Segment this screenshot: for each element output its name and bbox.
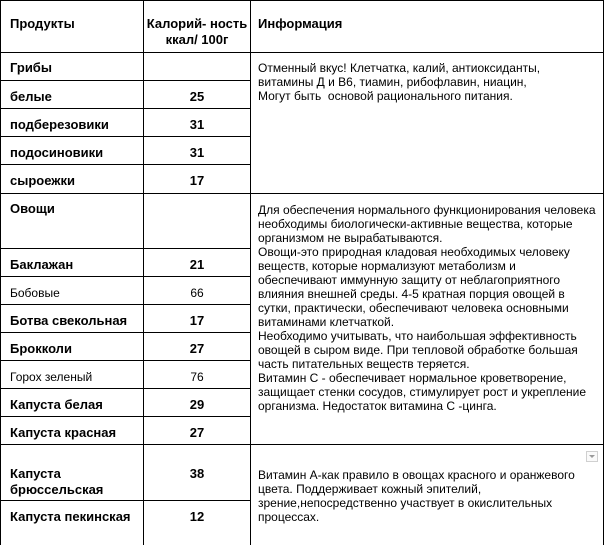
dropdown-arrow-icon[interactable] <box>586 451 598 462</box>
calorie-value: 25 <box>189 89 205 104</box>
grid-line <box>0 304 250 305</box>
calorie-value: 27 <box>189 341 205 356</box>
calorie-value: 29 <box>189 397 205 412</box>
grid-line <box>0 0 1 545</box>
grid-line <box>0 332 250 333</box>
calorie-value: 31 <box>189 117 205 132</box>
product-name: белые <box>10 89 52 104</box>
calorie-value: 66 <box>190 286 204 300</box>
grid-line <box>0 360 250 361</box>
product-name: Капуста пекинская <box>10 509 131 524</box>
grid-line <box>0 444 603 445</box>
grid-line <box>0 164 250 165</box>
grid-line <box>0 276 250 277</box>
header-calories-line1: Калорий- ность <box>146 16 248 31</box>
grid-line <box>603 0 604 545</box>
calorie-value: 27 <box>189 425 205 440</box>
product-name: Капуста брюссельская <box>10 466 104 497</box>
product-name: сыроежки <box>10 173 75 188</box>
header-calories-line2: ккал/ 100г <box>165 32 229 47</box>
product-name: Капуста красная <box>10 425 117 440</box>
grid-line <box>250 0 251 545</box>
grid-line <box>0 108 250 109</box>
product-name: Овощи <box>10 201 55 216</box>
calorie-value: 76 <box>190 370 204 384</box>
product-name: Ботва свекольная <box>10 313 128 328</box>
grid-line <box>0 416 250 417</box>
grid-line <box>0 248 250 249</box>
product-name: Грибы <box>10 60 52 75</box>
grid-line <box>0 193 603 194</box>
product-name: Баклажан <box>10 257 74 272</box>
product-name: подосиновики <box>10 145 104 160</box>
grid-line <box>0 52 603 53</box>
product-name: подберезовики <box>10 117 109 132</box>
calorie-value: 17 <box>189 313 205 328</box>
calorie-value: 17 <box>189 173 205 188</box>
info-vitamin-a: Витамин А-как правило в овощах красного и оранжевого цвета. Поддерживает кожный эпителий, зрение,непосредственно участвует в окислительных процессах. <box>258 468 575 524</box>
header-info: Информация <box>258 16 343 31</box>
product-name: Бобовые <box>10 286 60 300</box>
product-name: Брокколи <box>10 341 72 356</box>
grid-line <box>0 500 250 501</box>
calorie-value: 12 <box>189 509 205 524</box>
grid-line <box>0 388 250 389</box>
grid-line <box>0 80 250 81</box>
product-name: Капуста белая <box>10 397 103 412</box>
info-mushrooms: Отменный вкус! Клетчатка, калий, антиоксиданты, витамины Д и В6, тиамин, рибофлавин, ниацин, Могут быть основой рационального питания. <box>258 61 541 103</box>
info-vegetables: Для обеспечения нормального функционирования человека необходимы биологически-активные вещества, которые организмом не вырабатываются. Овощи-это природная кладовая необходимых человеку веществ, которые нормализуют метаболизм и обеспечивают иммунную защиту от неблагоприятного влияния внешней среды. 4-5 кратная порция овощей в сутки, практически, обеспечивают человека основными витаминами клетчаткой. Необходимо учитывать, что наибольшая эффективность овощей в сыром виде. При тепловой обработке большая часть питательных веществ теряется. Витамин С - обеспечивает нормальное кроветворение, защищает стенки сосудов, стимулирует рост и укрепление организма. Недостаток витамина С -цинга. <box>258 203 596 413</box>
header-products: Продукты <box>10 16 75 31</box>
calorie-value: 31 <box>189 145 205 160</box>
grid-line <box>143 0 144 545</box>
product-name: Горох зеленый <box>10 370 93 384</box>
calorie-value: 21 <box>189 257 205 272</box>
grid-line <box>0 0 603 1</box>
grid-line <box>0 136 250 137</box>
calorie-value: 38 <box>189 466 205 481</box>
